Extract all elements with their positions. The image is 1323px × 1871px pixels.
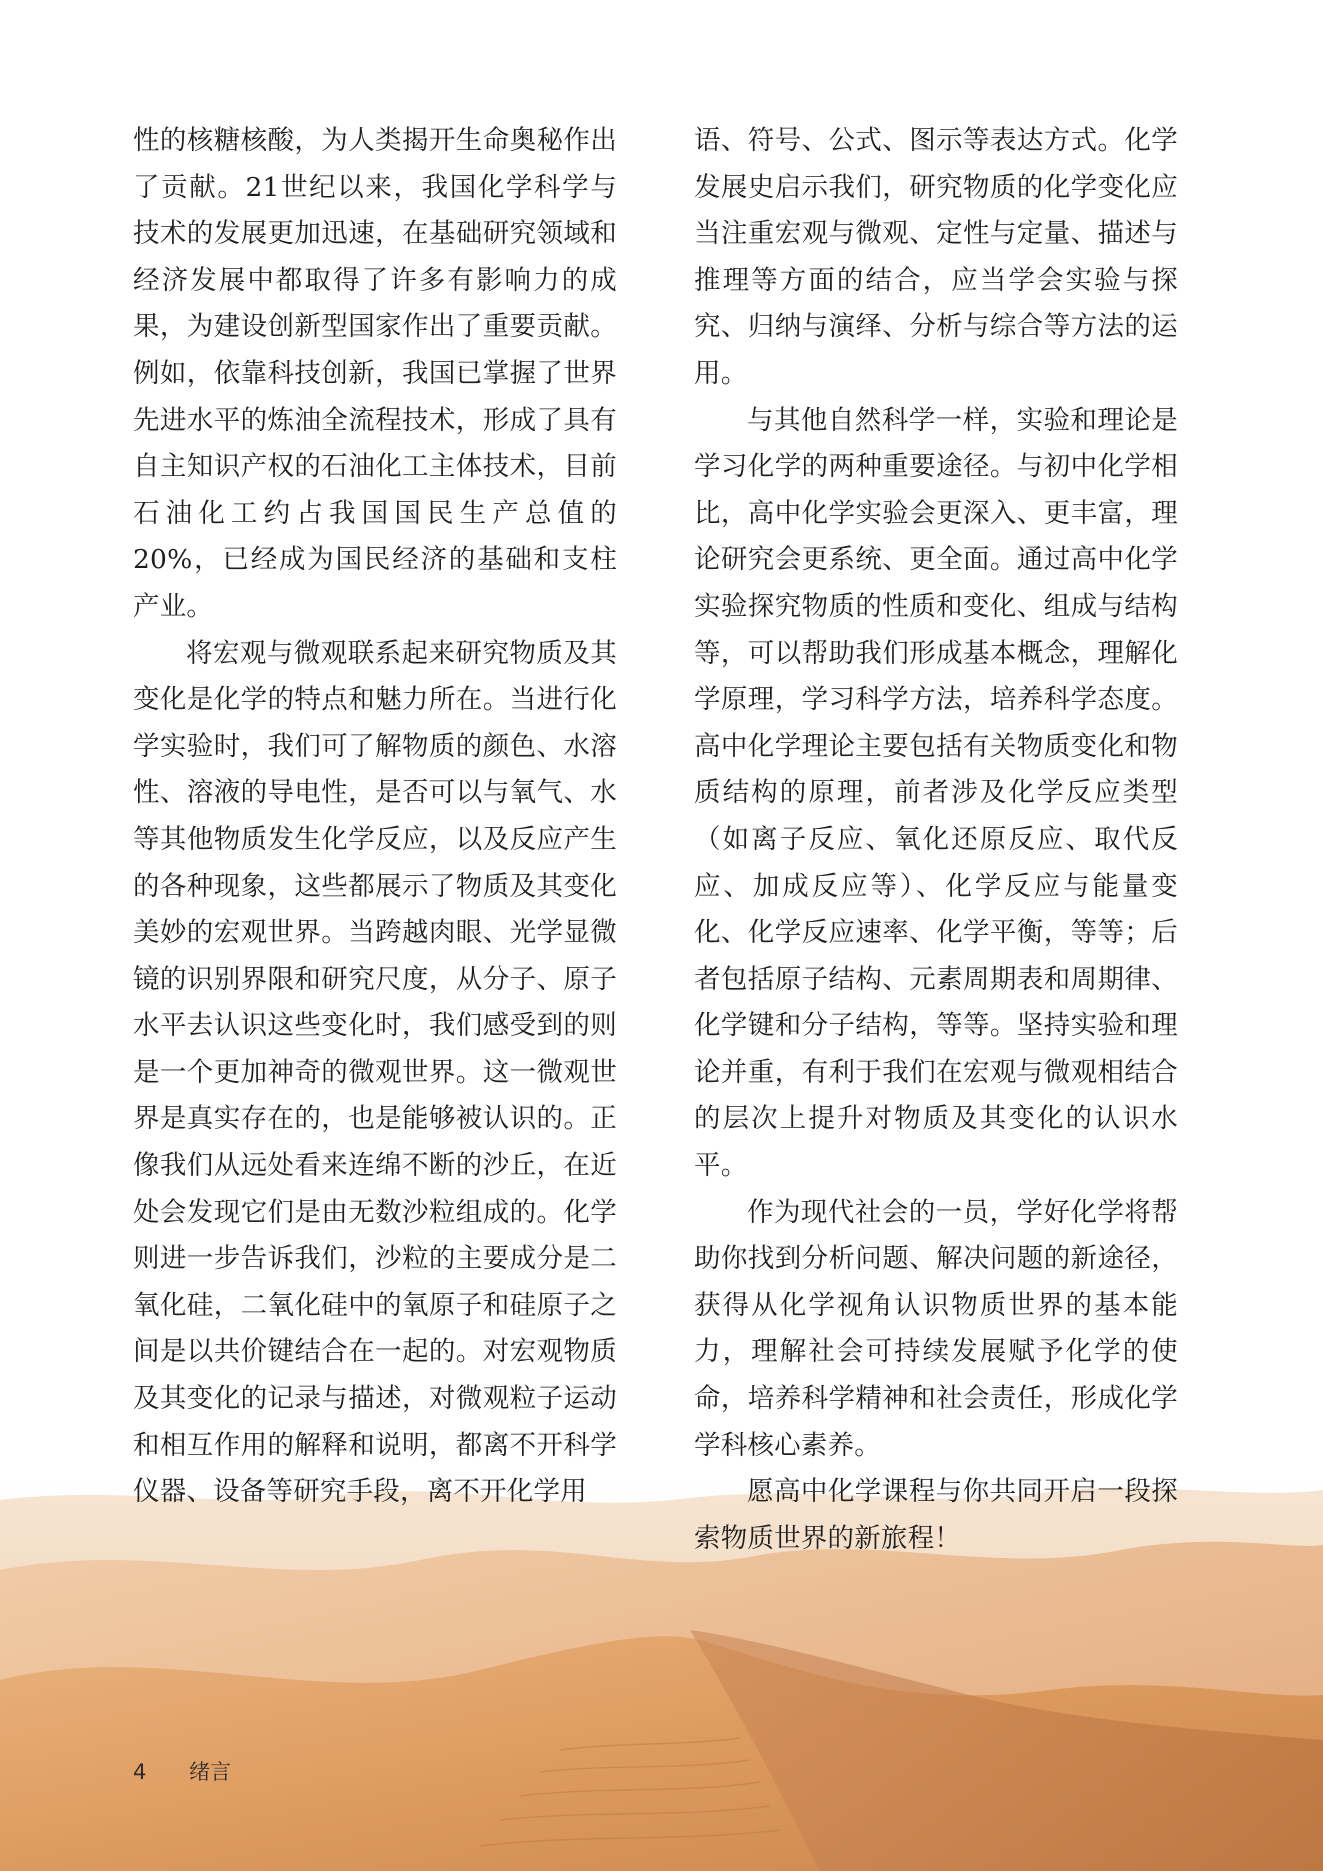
paragraph: 将宏观与微观联系起来研究物质及其变化是化学的特点和魅力所在。当进行化学实验时，我们可了解物质的颜色、水溶性、溶液的导电性，是否可以与氧气、水等其他物质发生化学反应，以及反应产生的各种现象，这些都展示了物质及其变化美妙的宏观世界。当跨越肉眼、光学显微镜的识别界限和研究尺度，从分子、原子水平去认识这些变化时，我们感受到的则是一个更加神奇的微观世界。这一微观世界是真实存在的，也是能够被认识的。正像我们从远处看来连绵不断的沙丘，在近处会发现它们是由无数沙粒组成的。化学则进一步告诉我们，沙粒的主要成分是二氧化硅，二氧化硅中的氧原子和硅原子之间是以共价键结合在一起的。对宏观物质及其变化的记录与描述，对微观粒子运动和相互作用的解释和说明，都离不开科学仪器、设备等研究手段，离不开化学用	[133, 637, 617, 1508]
paragraph: 作为现代社会的一员，学好化学将帮助你找到分析问题、解决问题的新途径，获得从化学视角认识物质世界的基本能力，理解社会可持续发展赋予化学的使命，培养科学精神和社会责任，形成化学学科核心素养。	[694, 1196, 1178, 1461]
left-column	[133, 118, 617, 1516]
page-footer	[133, 1756, 231, 1786]
paragraph: 愿高中化学课程与你共同开启一段探索物质世界的新旅程！	[694, 1476, 1178, 1554]
page-number: 4	[133, 1760, 147, 1784]
right-column	[694, 118, 1178, 1562]
paragraph: 语、符号、公式、图示等表达方式。化学发展史启示我们，研究物质的化学变化应当注重宏观与微观、定性与定量、描述与推理等方面的结合，应当学会实验与探究、归纳与演绎、分析与综合等方法的运用。	[694, 125, 1178, 389]
paragraph: 与其他自然科学一样，实验和理论是学习化学的两种重要途径。与初中化学相比，高中化学实验会更深入、更丰富，理论研究会更系统、更全面。通过高中化学实验探究物质的性质和变化、组成与结构等，可以帮助我们形成基本概念，理解化学原理，学习科学方法，培养科学态度。高中化学理论主要包括有关物质变化和物质结构的原理，前者涉及化学反应类型（如离子反应、氧化还原反应、取代反应、加成反应等）、化学反应与能量变化、化学反应速率、化学平衡，等等；后者包括原子结构、元素周期表和周期律、化学键和分子结构，等等。坚持实验和理论并重，有利于我们在宏观与微观相结合的层次上提升对物质及其变化的认识水平。	[694, 404, 1178, 1182]
paragraph: 性的核糖核酸，为人类揭开生命奥秘作出了贡献。21世纪以来，我国化学科学与技术的发展更加迅速，在基础研究领域和经济发展中都取得了许多有影响力的成果，为建设创新型国家作出了重要贡献。例如，依靠科技创新，我国已掌握了世界先进水平的炼油全流程技术，形成了具有自主知识产权的石油化工主体技术，目前石油化工约占我国国民生产总值的20%，已经成为国民经济的基础和支柱产业。	[133, 125, 617, 622]
section-title: 绪言	[189, 1760, 232, 1784]
